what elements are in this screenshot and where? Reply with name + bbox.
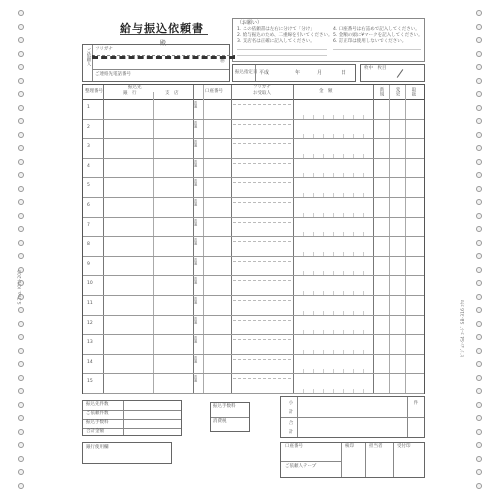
count-label: 件 [413,400,418,405]
feed-hole [18,105,24,111]
table-row[interactable] [83,295,424,315]
feed-hole [18,24,24,30]
feed-hole [18,375,24,381]
row-number: 13 [87,340,93,346]
summary-row-1: 振込先件数 [86,402,109,407]
feed-hole [476,172,482,178]
feed-hole [18,415,24,421]
col-kana: フリガナ [253,85,271,90]
deposit-type: 普通 [194,199,198,206]
feed-hole [476,78,482,84]
col-flag3: 取扱 [411,87,416,96]
table-row[interactable] [83,315,424,335]
feed-hole [476,118,482,124]
kana-line [233,280,291,281]
summary-box [82,400,182,436]
feed-hole [18,307,24,313]
transfer-request-form [70,18,425,478]
table-row[interactable] [83,334,424,354]
day-label: 日 [341,70,347,76]
kana-line [233,104,291,105]
tape-label: ご依頼人テープ [285,464,317,469]
kana-line [233,143,291,144]
feed-hole [18,186,24,192]
feed-hole [18,348,24,354]
date-label: 振込指定日 [235,70,258,75]
fee-box [210,402,250,432]
table-row[interactable] [83,158,424,178]
summary-row-3: 振込手数料 [86,420,109,425]
feed-hole [18,321,24,327]
row-number: 1 [87,105,90,110]
feed-hole [18,456,24,462]
digit-tick [363,389,364,393]
row-number: 8 [87,242,90,248]
feed-hole [476,37,482,43]
kana-line [233,124,291,125]
feed-hole [476,226,482,232]
kana-line [233,300,291,301]
row-number: 2 [87,124,90,130]
feed-hole [476,348,482,354]
row-separator [83,393,424,394]
era-label: 平成 [259,70,270,76]
feed-hole [18,78,24,84]
row-number: 7 [87,222,90,228]
side-code-left: S.Tno. KYU-200 [18,270,23,305]
feed-hole [476,267,482,273]
addressee-suffix: 殿 [160,40,167,47]
notice-header: （お願い） [237,20,263,26]
feed-hole [18,159,24,165]
table-row[interactable] [83,236,424,256]
feed-hole [18,118,24,124]
client-label: ご依頼人 [86,48,91,66]
row-number: 4 [87,163,90,169]
table-row[interactable] [83,275,424,295]
table-row[interactable] [83,256,424,276]
feed-hole [476,402,482,408]
feed-hole [476,91,482,97]
deposit-type: 普通 [194,297,198,304]
summary-row-2: ご依頼件数 [86,411,109,416]
kana-line [233,182,291,183]
phone-label: ご連絡先電話番号 [95,72,131,77]
feed-hole [476,456,482,462]
kana-line [233,378,291,379]
notice-box [232,18,425,62]
feed-hole [18,483,24,489]
digit-tick [333,389,334,393]
row-number: 14 [87,359,93,365]
form-title: 給与振込依頼書 [120,22,204,35]
col-bank: 銀 行 [123,91,137,96]
digit-tick [343,389,344,393]
total-label: 合 計 [288,420,293,434]
row-number: 12 [87,320,93,326]
totals-box [280,396,425,438]
deposit-type: 普通 [194,277,198,285]
bank-use-box [82,442,172,464]
feed-hole [476,240,482,246]
feed-hole [18,91,24,97]
feed-hole [476,24,482,30]
year-label: 年 [295,70,301,76]
table-row[interactable] [83,99,424,119]
title-underline [120,34,208,35]
deposit-type: 普通 [194,238,198,246]
row-number: 6 [87,203,90,208]
notice-line-2: 2. 給与振込のため、二重線を引いてください。 [237,33,333,38]
col-no: 整理番号 [85,89,103,94]
deposit-type: 普通 [194,218,198,226]
stamp-label-3: 受付印 [397,444,411,449]
kana-line [233,339,291,340]
transfer-table [82,84,425,394]
digit-tick [313,389,314,393]
row-number: 3 [87,144,90,150]
feed-hole [476,375,482,381]
feed-hole [18,429,24,435]
feed-hole [476,213,482,219]
stamp-box [280,442,425,478]
feed-hole [476,415,482,421]
deposit-type: 普通 [194,159,198,167]
feed-hole [476,307,482,313]
col-branch: 支 店 [165,91,179,96]
table-row[interactable] [83,177,424,197]
feed-hole [476,294,482,300]
row-number: 11 [87,301,93,306]
feed-hole [18,334,24,340]
table-row[interactable] [83,197,424,217]
feed-hole [18,172,24,178]
kana-line [233,320,291,321]
feed-hole [18,388,24,394]
table-row[interactable] [83,217,424,237]
kana-line [233,241,291,242]
feed-hole [476,51,482,57]
deposit-type: 普通 [194,316,198,324]
deposit-type: 普通 [194,140,198,148]
client-seal[interactable]: ㊞ [220,58,226,64]
deposit-type: 普通 [194,375,198,383]
feed-hole [18,199,24,205]
notice-line-4: 4. 口座番号は右詰めで記入してください。 [333,27,420,32]
feed-hole [476,483,482,489]
col-bank-group: 振込先 [128,85,142,90]
tax-label: 消費税 [213,419,227,424]
feed-hole [476,334,482,340]
feed-hole [18,240,24,246]
feed-hole [18,145,24,151]
deposit-type: 普通 [194,179,198,187]
col-payee: お受取人 [253,91,271,96]
feed-hole [476,442,482,448]
table-row[interactable] [83,354,424,374]
feed-hole [476,132,482,138]
row-number: 10 [87,281,93,287]
notice-line-6: 6. 訂正印は使用しないでください。 [333,39,407,44]
feed-hole [18,213,24,219]
feed-hole [18,37,24,43]
notice-line-5: 5. 金額の頭に¥マークを記入してください。 [333,33,423,38]
date-box [232,64,356,82]
feed-hole [476,321,482,327]
feed-hole [476,253,482,259]
feed-hole [18,253,24,259]
col-flag2: 変更 [395,87,400,96]
bank-use-label: 銀行使用欄 [86,445,109,450]
feed-hole [476,10,482,16]
deposit-type: 普通 [194,336,198,344]
col-flag1: 新規 [379,87,384,96]
digit-tick [323,389,324,393]
digit-tick [353,389,354,393]
kana-line [233,359,291,360]
feed-hole [18,132,24,138]
kana-line [233,222,291,223]
stamp-label-2: 担当者 [369,444,383,449]
feed-hole [18,361,24,367]
feed-hole [476,469,482,475]
feed-hole [18,10,24,16]
feed-hole [18,51,24,57]
subtotal-label: 小 計 [288,400,293,414]
feed-hole [18,226,24,232]
col-amount: 金 額 [319,89,333,94]
feed-hole [476,199,482,205]
feed-hole [476,105,482,111]
month-label: 月 [317,70,323,76]
feed-hole [476,145,482,151]
row-number: 5 [87,183,90,189]
feed-hole [476,64,482,70]
feed-hole [476,280,482,286]
deposit-type: 普通 [194,355,198,363]
feed-hole [18,402,24,408]
notice-line-3: 3. 支店名は正確に記入してください。 [237,39,315,44]
deposit-type: 普通 [194,101,198,108]
feed-hole [476,429,482,435]
feed-hole [476,186,482,192]
feed-hole [476,388,482,394]
notice-line-1: 1. この依頼書は左右に分けて「分け」 [237,27,315,32]
feed-hole [18,442,24,448]
kana-line [233,202,291,203]
table-row[interactable] [83,138,424,158]
client-box [82,44,230,82]
row-number: 9 [87,261,90,267]
col-account: 口座番号 [205,89,223,94]
stamp-label-1: 検印 [345,444,354,449]
sheet-number-box [360,64,425,82]
summary-row-4: 合計金額 [86,429,104,434]
furigana-label: フリガナ [95,47,113,52]
deposit-type: 普通 [194,120,198,128]
feed-hole [18,64,24,70]
fee-label: 振込手数料 [213,404,236,409]
table-row[interactable] [83,119,424,139]
row-number: 15 [87,379,93,385]
feed-hole [18,469,24,475]
kana-line [233,261,291,262]
side-code-right: ﾋﾟｼﾞｮﾝ-S4 ｺｰﾄﾞ SB-316 ｺｸﾖ [461,300,466,358]
kana-line [233,163,291,164]
table-row[interactable] [83,373,424,393]
deposit-type: 普通 [194,257,198,265]
digit-tick [303,389,304,393]
sheet-no-label: 枚中 枚目 [364,66,387,71]
account-label: 口座番号 [285,444,303,449]
feed-hole [476,361,482,367]
feed-hole [476,159,482,165]
